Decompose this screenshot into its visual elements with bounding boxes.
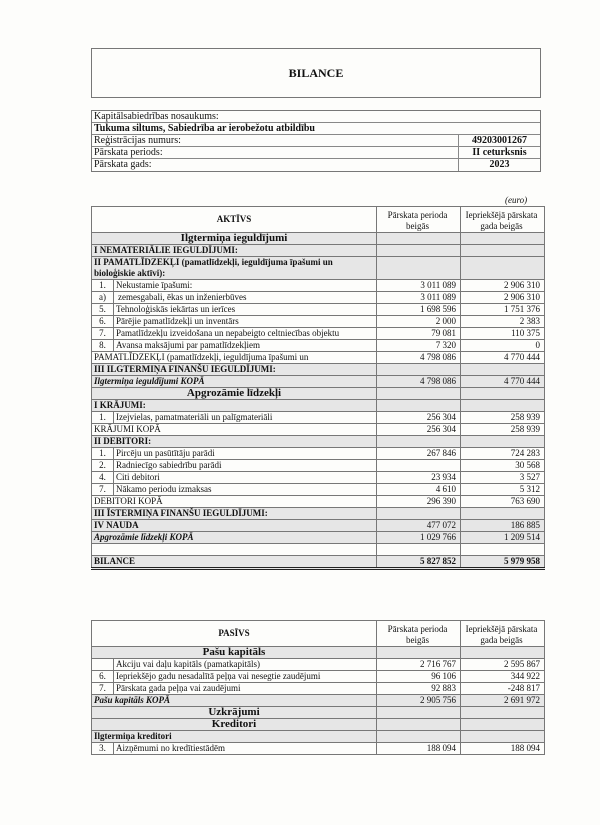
- current-value: 1 698 596: [377, 304, 461, 316]
- row-label: I KRĀJUMI:: [92, 400, 377, 412]
- current-value: 92 883: [377, 683, 461, 695]
- period-row: [92, 147, 540, 159]
- previous-value: 258 939: [461, 412, 545, 424]
- row-label: Akciju vai daļu kapitāls (pamatkapitāls): [114, 659, 377, 671]
- previous-value: 4 770 444: [461, 376, 545, 388]
- table-row: [92, 316, 545, 328]
- row-label: Tehnoloģiskās iekārtas un ierīces: [114, 304, 377, 316]
- table-row: [92, 245, 545, 257]
- previous-value: 5 312: [461, 484, 545, 496]
- row-label: Pārējie pamatlīdzekļi un inventārs: [114, 316, 377, 328]
- table-row: [92, 412, 545, 424]
- table-row: [92, 743, 545, 755]
- table-row: [92, 364, 545, 376]
- value-cell: [377, 233, 461, 245]
- period-value: II ceturksnis: [458, 147, 540, 158]
- section-heading: Kreditori: [92, 719, 377, 731]
- table-row: [92, 257, 545, 280]
- previous-value: 2 595 867: [461, 659, 545, 671]
- section-heading: Apgrozāmie līdzekļi: [92, 388, 377, 400]
- row-number: 7.: [92, 484, 114, 496]
- table-row: [92, 707, 545, 719]
- row-label: IV NAUDA: [92, 520, 377, 532]
- document-title: BILANCE: [288, 66, 344, 80]
- row-number: 1.: [92, 448, 114, 460]
- row-label: Aizņēmumi no kredītiestādēm: [114, 743, 377, 755]
- row-number: [92, 659, 114, 671]
- previous-value: 5 979 958: [461, 556, 545, 569]
- previous-value: 2 906 310: [461, 280, 545, 292]
- row-number: 3.: [92, 743, 114, 755]
- previous-value: 0: [461, 340, 545, 352]
- current-value: 4 610: [377, 484, 461, 496]
- current-value: [377, 245, 461, 257]
- current-value: 7 320: [377, 340, 461, 352]
- previous-value: 258 939: [461, 424, 545, 436]
- current-value: 2 000: [377, 316, 461, 328]
- value-cell: [461, 719, 545, 731]
- currency-note: (euro): [505, 195, 528, 205]
- previous-value: [461, 364, 545, 376]
- table-row: [92, 328, 545, 340]
- company-name: Tukuma siltums, Sabiedrība ar ierobežotu atbildību: [94, 123, 315, 134]
- previous-value: 2 383: [461, 316, 545, 328]
- title-box: [91, 48, 541, 98]
- previous-value: [461, 400, 545, 412]
- row-number: 1.: [92, 280, 114, 292]
- liabilities-table: [91, 620, 545, 755]
- row-label: Pārskata gada peļņa vai zaudējumi: [114, 683, 377, 695]
- current-value: [377, 508, 461, 520]
- row-number: 5.: [92, 304, 114, 316]
- row-number: a): [92, 292, 114, 304]
- row-label: KRĀJUMI KOPĀ: [92, 424, 377, 436]
- current-value: 1 029 766: [377, 532, 461, 544]
- table-row: [92, 424, 545, 436]
- previous-value: 2 906 310: [461, 292, 545, 304]
- table-row: [92, 436, 545, 448]
- table-row: [92, 508, 545, 520]
- liabilities-col1: Pārskata perioda beigās: [377, 621, 461, 647]
- row-label: Izejvielas, pamatmateriāli un palīgmateriāli: [114, 412, 377, 424]
- row-label: II PAMATLĪDZEKĻI (pamatlīdzekļi, ieguldījuma īpašumi un bioloģiskie aktīvi):: [92, 257, 377, 280]
- assets-col2: Iepriekšējā pārskata gada beigās: [461, 207, 545, 233]
- previous-value: [461, 731, 545, 743]
- row-label: III ĪSTERMIŅA FINANŠU IEGULDĪJUMI:: [92, 508, 377, 520]
- liabilities-col2: Iepriekšējā pārskata gada beigās: [461, 621, 545, 647]
- current-value: 2 905 756: [377, 695, 461, 707]
- table-row: [92, 376, 545, 388]
- current-value: 5 827 852: [377, 556, 461, 569]
- company-name-label: Kapitālsabiedrības nosaukums:: [94, 111, 219, 122]
- previous-value: 344 922: [461, 671, 545, 683]
- row-number: 6.: [92, 316, 114, 328]
- current-value: 256 304: [377, 424, 461, 436]
- row-number: 7.: [92, 328, 114, 340]
- liabilities-header: [92, 621, 545, 647]
- table-row: [92, 388, 545, 400]
- current-value: 477 072: [377, 520, 461, 532]
- table-row: [92, 731, 545, 743]
- previous-value: 724 283: [461, 448, 545, 460]
- row-label: Ilgtermiņa ieguldījumi KOPĀ: [92, 376, 377, 388]
- spacer-cell: [92, 544, 377, 556]
- previous-value: [461, 436, 545, 448]
- row-label: Pašu kapitāls KOPĀ: [92, 695, 377, 707]
- value-cell: [461, 233, 545, 245]
- section-heading: Uzkrājumi: [92, 707, 377, 719]
- current-value: 2 716 767: [377, 659, 461, 671]
- value-cell: [461, 388, 545, 400]
- table-row: [92, 292, 545, 304]
- table-row: [92, 556, 545, 569]
- row-number: 2.: [92, 460, 114, 472]
- value-cell: [461, 707, 545, 719]
- value-cell: [377, 544, 461, 556]
- current-value: 3 011 089: [377, 280, 461, 292]
- row-label: II DEBITORI:: [92, 436, 377, 448]
- current-value: [377, 364, 461, 376]
- current-value: [377, 400, 461, 412]
- row-label: Ilgtermiņa kreditori: [92, 731, 377, 743]
- previous-value: 3 527: [461, 472, 545, 484]
- row-label: I NEMATERIĀLIE IEGULDĪJUMI:: [92, 245, 377, 257]
- current-value: 267 846: [377, 448, 461, 460]
- table-row: [92, 460, 545, 472]
- row-label: Iepriekšējo gadu nesadalītā peļņa vai nesegtie zaudējumi: [114, 671, 377, 683]
- current-value: [377, 436, 461, 448]
- table-row: [92, 683, 545, 695]
- row-label: III ILGTERMIŅA FINANŠU IEGULDĪJUMI:: [92, 364, 377, 376]
- value-cell: [461, 544, 545, 556]
- year-row: [92, 159, 540, 171]
- current-value: 4 798 086: [377, 352, 461, 364]
- table-row: [92, 340, 545, 352]
- row-label: Nekustamie īpašumi:: [114, 280, 377, 292]
- table-row: [92, 304, 545, 316]
- table-row: [92, 532, 545, 544]
- table-row: [92, 233, 545, 245]
- row-label: BILANCE: [92, 556, 377, 569]
- current-value: 3 011 089: [377, 292, 461, 304]
- row-label: DEBITORI KOPĀ: [92, 496, 377, 508]
- liabilities-title: PASĪVS: [92, 621, 377, 647]
- table-row: [92, 496, 545, 508]
- company-info: [91, 110, 541, 172]
- section-heading: Ilgtermiņa ieguldījumi: [92, 233, 377, 245]
- current-value: 4 798 086: [377, 376, 461, 388]
- assets-header: [92, 207, 545, 233]
- current-value: [377, 257, 461, 280]
- previous-value: 4 770 444: [461, 352, 545, 364]
- table-row: [92, 647, 545, 659]
- previous-value: 763 690: [461, 496, 545, 508]
- current-value: 296 390: [377, 496, 461, 508]
- previous-value: 1 209 514: [461, 532, 545, 544]
- previous-value: 110 375: [461, 328, 545, 340]
- table-row: [92, 400, 545, 412]
- value-cell: [461, 647, 545, 659]
- current-value: 23 934: [377, 472, 461, 484]
- previous-value: [461, 508, 545, 520]
- previous-value: -248 817: [461, 683, 545, 695]
- table-row: [92, 448, 545, 460]
- previous-value: 2 691 972: [461, 695, 545, 707]
- row-number: 7.: [92, 683, 114, 695]
- table-row: [92, 719, 545, 731]
- assets-table: [91, 206, 545, 570]
- row-label: Pircēju un pasūtītāju parādi: [114, 448, 377, 460]
- value-cell: [377, 719, 461, 731]
- row-label: zemesgabali, ēkas un inženierbūves: [114, 292, 377, 304]
- table-row: [92, 352, 545, 364]
- assets-title: AKTĪVS: [92, 207, 377, 233]
- current-value: 256 304: [377, 412, 461, 424]
- value-cell: [377, 707, 461, 719]
- previous-value: 188 094: [461, 743, 545, 755]
- row-label: Apgrozāmie līdzekļi KOPĀ: [92, 532, 377, 544]
- current-value: 96 106: [377, 671, 461, 683]
- table-row: [92, 671, 545, 683]
- table-row: [92, 659, 545, 671]
- company-name-label-row: [92, 111, 540, 123]
- row-label: Nākamo periodu izmaksas: [114, 484, 377, 496]
- year-label: Pārskata gads:: [94, 159, 152, 170]
- assets-col1: Pārskata perioda beigās: [377, 207, 461, 233]
- current-value: [377, 731, 461, 743]
- year-value: 2023: [458, 159, 540, 171]
- row-number: 4.: [92, 472, 114, 484]
- reg-value: 49203001267: [458, 135, 540, 146]
- previous-value: 186 885: [461, 520, 545, 532]
- value-cell: [377, 647, 461, 659]
- table-row: [92, 472, 545, 484]
- current-value: [377, 460, 461, 472]
- reg-label: Reģistrācijas numurs:: [94, 135, 181, 146]
- table-row: [92, 520, 545, 532]
- current-value: 79 081: [377, 328, 461, 340]
- row-number: 6.: [92, 671, 114, 683]
- row-label: Avansa maksājumi par pamatlīdzekļiem: [114, 340, 377, 352]
- row-label: PAMATLĪDZEKĻI (pamatlīdzekļi, ieguldījuma īpašumi un: [92, 352, 377, 364]
- current-value: 188 094: [377, 743, 461, 755]
- section-heading: Pašu kapitāls: [92, 647, 377, 659]
- reg-row: [92, 135, 540, 147]
- table-row: [92, 695, 545, 707]
- row-label: Radniecīgo sabiedrību parādi: [114, 460, 377, 472]
- previous-value: 1 751 376: [461, 304, 545, 316]
- row-label: Citi debitori: [114, 472, 377, 484]
- previous-value: 30 568: [461, 460, 545, 472]
- table-row: [92, 544, 545, 556]
- previous-value: [461, 245, 545, 257]
- row-number: 8.: [92, 340, 114, 352]
- period-label: Pārskata periods:: [94, 147, 163, 158]
- table-row: [92, 484, 545, 496]
- row-label: Pamatlīdzekļu izveidošana un nepabeigto celtniecības objektu: [114, 328, 377, 340]
- row-number: 1.: [92, 412, 114, 424]
- table-row: [92, 280, 545, 292]
- value-cell: [377, 388, 461, 400]
- company-name-row: [92, 123, 540, 135]
- previous-value: [461, 257, 545, 280]
